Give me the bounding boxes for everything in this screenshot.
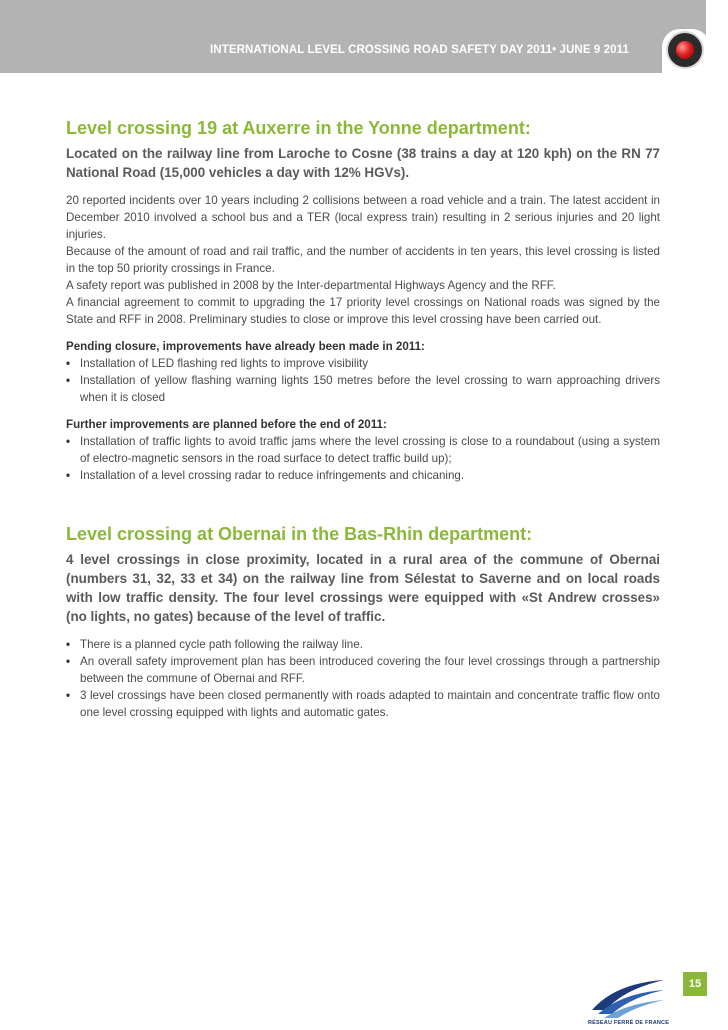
obernai-list (66, 636, 660, 721)
section-obernai (66, 522, 660, 721)
section-heading: Level crossing 19 at Auxerre in the Yonne department: (66, 118, 531, 138)
further-heading: Further improvements are planned before the end of 2011: (66, 418, 387, 431)
section-heading: Level crossing at Obernai in the Bas-Rhin department: (66, 524, 533, 544)
paragraph: 20 reported incidents over 10 years including 2 collisions between a road vehicle and a train. The latest accident in December 2010 involved a school bus and a TER (local express train) resulting in 2 serious injuries and 20 light injuries. (66, 194, 660, 241)
further-list (66, 433, 660, 484)
main-content (66, 116, 660, 721)
page-number: 15 (683, 972, 707, 996)
section-lead: 4 level crossings in close proximity, located in a rural area of the commune of Obernai (numbers 31, 32, 33 et 34) on the railway line from Sélestat to Saverne and on local roads with low traffic density. The four level crossings were equipped with «St Andrew crosses» (no lights, no gates) because of the level of traffic. (66, 552, 660, 624)
list-item: • Installation of yellow flashing warning lights 150 metres before the level crossing to warn approaching drivers when it is closed (66, 372, 660, 406)
pending-heading: Pending closure, improvements have already been made in 2011: (66, 340, 425, 353)
section-auxerre (66, 116, 660, 484)
list-item: • Installation of traffic lights to avoid traffic jams where the level crossing is close to a roundabout (using a system of electro-magnetic sensors in the road surface to detect traffic build up); (66, 433, 660, 467)
header-title: INTERNATIONAL LEVEL CROSSING ROAD SAFETY DAY 2011• JUNE 9 2011 (210, 44, 630, 56)
page-header (0, 0, 728, 73)
list-item: • Installation of LED flashing red lights to improve visibility (66, 355, 660, 372)
rff-logo-icon (588, 970, 666, 1022)
list-item: • An overall safety improvement plan has been introduced covering the four level crossings through a partnership between the commune of Obernai and RFF. (66, 653, 660, 687)
section-lead: Located on the railway line from Laroche to Cosne (38 trains a day at 120 kph) on the RN 77 National Road (15,000 vehicles a day with 12% HGVs). (66, 146, 660, 180)
red-signal-light-icon (668, 33, 702, 67)
paragraph: A financial agreement to commit to upgrading the 17 priority level crossings on National roads was signed by the State and RFF in 2008. Preliminary studies to close or improve this level crossing have been carried out. (66, 296, 660, 326)
pending-list (66, 355, 660, 406)
paragraph: A safety report was published in 2008 by the Inter-departmental Highways Agency and the RFF. (66, 279, 556, 292)
red-signal-lamp (676, 41, 694, 59)
header-band (0, 0, 706, 73)
list-item: • There is a planned cycle path following the railway line. (66, 636, 660, 653)
list-item: • Installation of a level crossing radar to reduce infringements and chicaning. (66, 467, 660, 484)
paragraph: Because of the amount of road and rail traffic, and the number of accidents in ten years, this level crossing is listed in the top 50 priority crossings in France. (66, 245, 660, 275)
list-item: • 3 level crossings have been closed permanently with roads adapted to maintain and concentrate traffic flow onto one level crossing equipped with lights and automatic gates. (66, 687, 660, 721)
footer-logo-text: RÉSEAU FERRÉ DE FRANCE (588, 1020, 670, 1026)
